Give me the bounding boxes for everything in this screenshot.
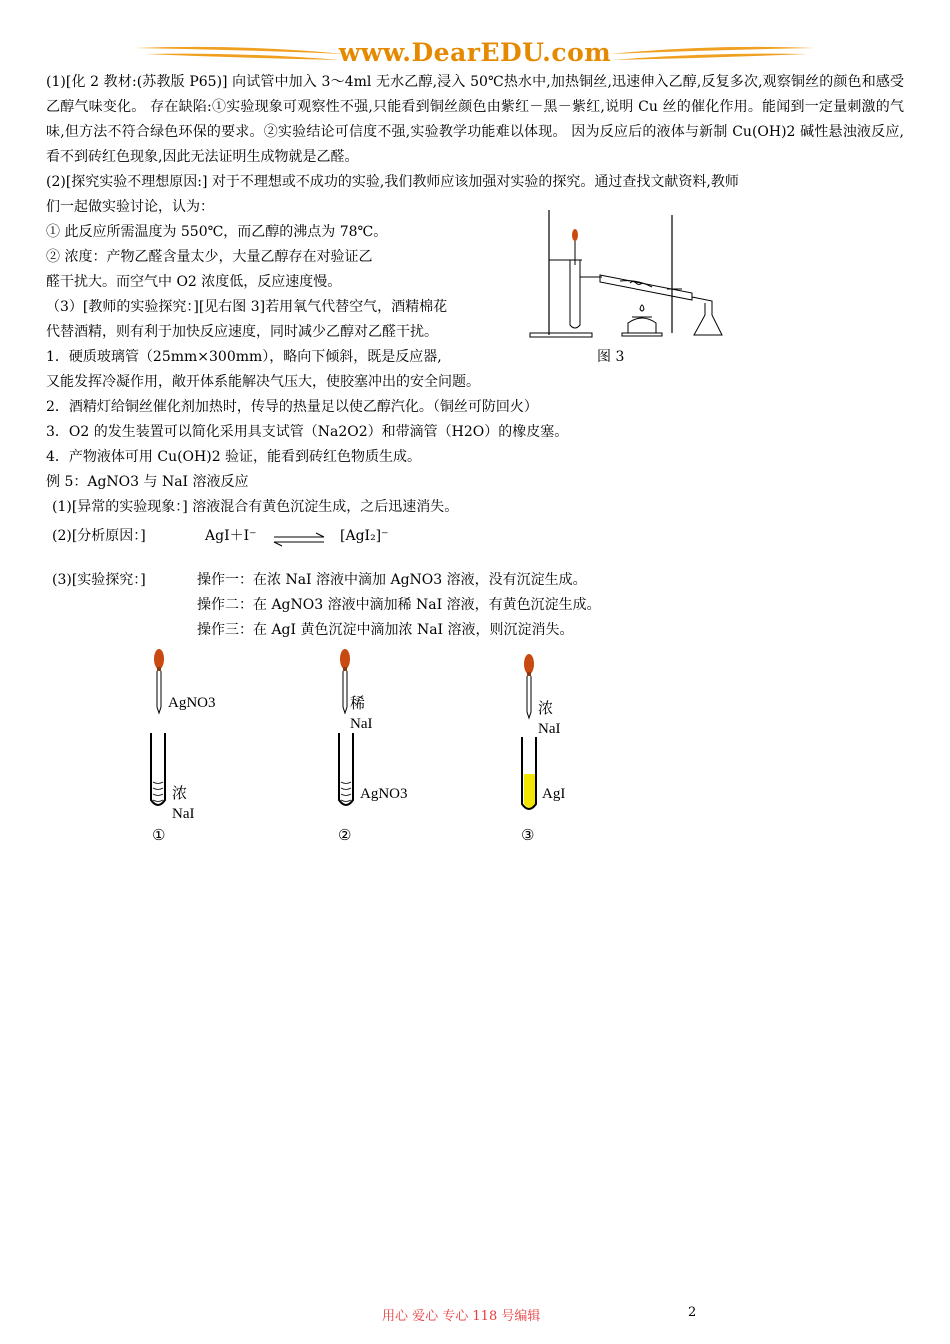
tube-1-number: ①	[152, 828, 166, 844]
tube-3-label: AgI	[542, 786, 566, 802]
paragraph-9: 4．产物液体可用 Cu(OH)2 验证，能看到砖红色物质生成。	[46, 449, 422, 465]
footer-text: 用心 爱心 专心 118 号编辑	[382, 1309, 541, 1324]
dropper-3-label-2: NaI	[538, 721, 561, 737]
paragraph-5b: 代替酒精，则有利于加快反应速度，同时减少乙醇对乙醛干扰。	[46, 324, 438, 340]
operation-2: 操作二：在 AgNO3 溶液中滴加稀 NaI 溶液，有黄色沉淀生成。	[197, 597, 601, 613]
operation-3: 操作三：在 AgI 黄色沉淀中滴加浓 NaI 溶液，则沉淀消失。	[197, 622, 574, 638]
dropper-3-label-1: 浓	[538, 701, 554, 717]
site-url[interactable]: www.DearEDU.com	[338, 38, 612, 67]
explore-label: (3)[实验探究：]	[52, 572, 146, 588]
tube-3-number: ③	[521, 828, 535, 844]
test-tube-3-icon	[516, 734, 546, 816]
paragraph-10: 例 5：AgNO3 与 NaI 溶液反应	[46, 474, 249, 490]
tube-2-label: AgNO3	[360, 786, 408, 802]
equation-left: AgI＋I⁻	[205, 528, 257, 544]
dropper-2-label-2: NaI	[350, 716, 373, 732]
paragraph-2b: 们一起做实验讨论，认为：	[46, 199, 214, 215]
paragraph-3: ① 此反应所需温度为 550℃，而乙醇的沸点为 78℃。	[46, 224, 388, 240]
page-number: 2	[688, 1305, 697, 1320]
paragraph-5a: （3）[教师的实验探究：][见右图 3]若用氧气代替空气，酒精棉花	[46, 299, 448, 315]
paragraph-4b: 醛干扰大。而空气中 O2 浓度低，反应速度慢。	[46, 274, 342, 290]
figure3-apparatus	[522, 205, 732, 343]
figure3-caption: 图 3	[597, 349, 625, 365]
equation-right: [AgI₂]⁻	[340, 528, 389, 544]
test-tube-2-icon	[333, 730, 363, 812]
paragraph-4a: ② 浓度：产物乙醛含量太少，大量乙醇存在对验证乙	[46, 249, 373, 265]
site-header	[130, 38, 820, 70]
tube-2-number: ②	[338, 828, 352, 844]
paragraph-6b: 又能发挥冷凝作用，敞开体系能解决气压大，使胶塞冲出的安全问题。	[46, 374, 480, 390]
paragraph-6a: 1．硬质玻璃管（25mm×300mm），略向下倾斜，既是反应器,	[46, 349, 442, 365]
dropper-1-label: AgNO3	[168, 695, 216, 711]
paragraph-8: 3．O2 的发生装置可以简化采用具支试管（Na2O2）和带滴管（H2O）的橡皮塞。	[46, 424, 569, 440]
analysis-label: (2)[分析原因：]	[52, 528, 146, 544]
dropper-2-label-1: 稀	[350, 696, 366, 712]
equilibrium-arrow-icon	[272, 530, 328, 550]
test-tube-1-icon	[145, 730, 175, 812]
tube-1-label-2: NaI	[172, 806, 195, 822]
tube-1-label-1: 浓	[172, 786, 188, 802]
paragraph-11: (1)[异常的实验现象：] 溶液混合有黄色沉淀生成，之后迅速消失。	[52, 499, 459, 515]
paragraph-2: (2)[探究实验不理想原因:] 对于不理想或不成功的实验,我们教师应该加强对实验的探究。通过查找文献资料,教师	[46, 174, 739, 190]
paragraph-1: (1)[化 2 教材:(苏教版 P65)] 向试管中加入 3～4ml 无水乙醇,浸入 50℃热水中,加热铜丝,迅速伸入乙醇,反复多次,观察铜丝的颜色和感受乙醇气味变化。 存在缺陷:①实验现象可观察性不强,只能看到铜丝颜色由紫红－黑－紫红,说明 Cu 丝的催化作用。能闻到一定量刺激的气味,但方法不符合绿色环保的要求。②实验结论可信度不强,实验教学功能难以体现。 因为反应后的液体与新制 Cu(OH)2 碱性悬浊液反应,看不到砖红色现象,因此无法证明生成物就是乙醛。	[46, 74, 904, 165]
operation-1: 操作一：在浓 NaI 溶液中滴加 AgNO3 溶液，没有沉淀生成。	[197, 572, 587, 588]
paragraph-7: 2．酒精灯给铜丝催化剂加热时，传导的热量足以使乙醇汽化。（铜丝可防回火）	[46, 399, 538, 415]
